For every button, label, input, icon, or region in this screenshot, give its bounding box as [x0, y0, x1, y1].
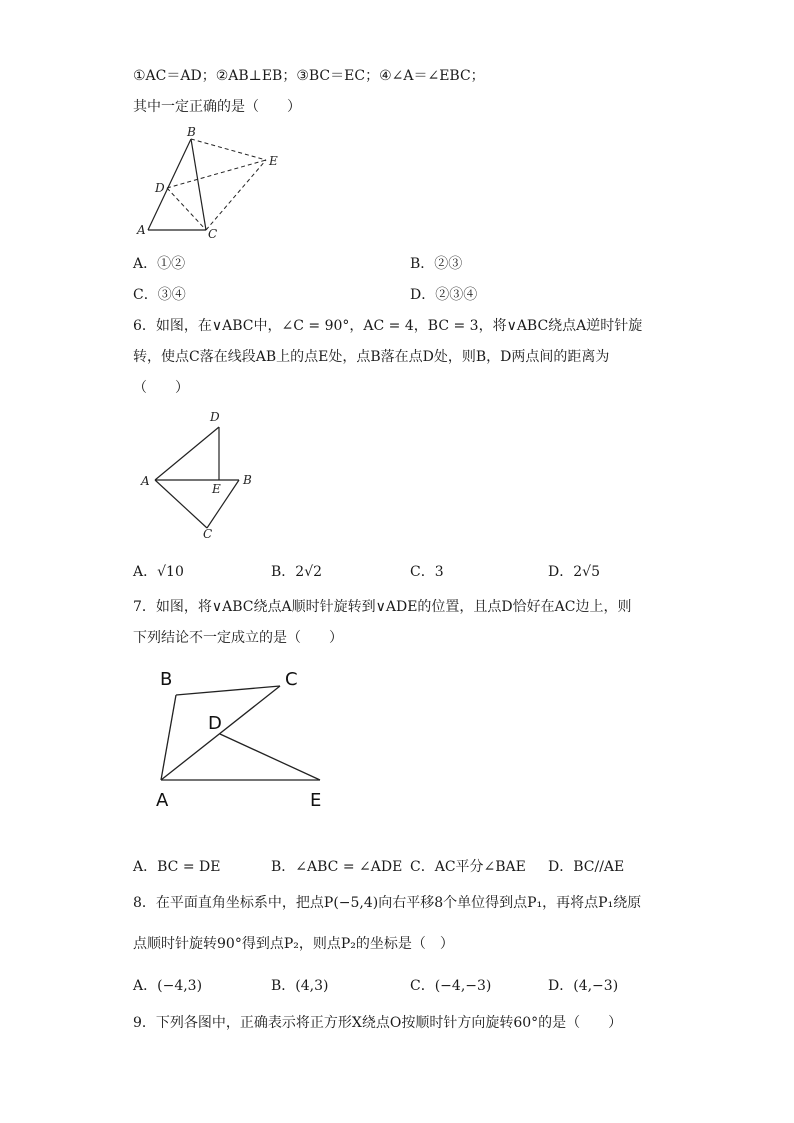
- q7-option-d[interactable]: D．BC//AE: [548, 859, 625, 875]
- q5-prompt: 其中一定正确的是（ ）: [133, 99, 301, 115]
- q8-option-d[interactable]: D．(4,−3): [548, 978, 619, 994]
- q7-label-B: B: [160, 669, 173, 690]
- q6-seg-AD: [155, 427, 219, 480]
- q6-stem-line1: 6．如图，在∨ABC中，∠C = 90°，AC = 4，BC = 3，将∨ABC绕点A逆时针旋: [133, 318, 643, 334]
- q6-option-d[interactable]: D．2√5: [548, 564, 600, 580]
- q5-seg-DE: [167, 160, 266, 188]
- q8-option-c[interactable]: C．(−4,−3): [410, 978, 492, 994]
- q5-option-b[interactable]: B．②③: [410, 256, 463, 272]
- q7-option-a[interactable]: A．BC = DE: [133, 859, 221, 875]
- q6-stem-line3: （ ）: [133, 380, 189, 396]
- q7-label-E: E: [310, 790, 322, 811]
- q7-figure: [150, 660, 340, 815]
- q8-option-a[interactable]: A．(−4,3): [133, 978, 203, 994]
- q5-figure: [130, 122, 300, 247]
- q9-stem-line1: 9．下列各图中，正确表示将正方形X绕点O按顺时针方向旋转60°的是（ ）: [133, 1015, 623, 1031]
- q6-stem-line2: 转，使点C落在线段AB上的点E处，点B落在点D处，则B，D两点间的距离为: [133, 349, 610, 365]
- q5-option-d[interactable]: D．②③④: [410, 287, 478, 303]
- q7-label-C: C: [285, 669, 298, 690]
- q7-option-b[interactable]: B．∠ABC = ∠ADE: [271, 859, 403, 875]
- q6-label-A: A: [141, 474, 150, 488]
- q5-label-D: D: [155, 181, 165, 195]
- q6-label-C: C: [203, 527, 213, 541]
- q5-option-a[interactable]: A．①②: [133, 256, 186, 272]
- q5-label-A: A: [137, 223, 146, 237]
- q7-stem-line1: 7．如图，将∨ABC绕点A顺时针旋转到∨ADE的位置，且点D恰好在AC边上，则: [133, 599, 632, 615]
- q5-seg-CE: [206, 160, 266, 230]
- q8-stem-line1: 8．在平面直角坐标系中，把点P(−5,4)向右平移8个单位得到点P₁，再将点P₁绕原: [133, 895, 642, 911]
- q6-option-b[interactable]: B．2√2: [271, 564, 323, 580]
- q6-option-a[interactable]: A．√10: [133, 564, 184, 580]
- q6-seg-AC: [155, 480, 207, 528]
- q5-seg-BE: [191, 139, 266, 160]
- q5-statements: ①AC＝AD；②AB⊥EB；③BC＝EC；④∠A＝∠EBC；: [133, 68, 485, 84]
- q5-label-C: C: [208, 227, 218, 241]
- q5-label-E: E: [269, 154, 278, 168]
- q6-figure: [130, 405, 270, 545]
- q7-stem-line2: 下列结论不一定成立的是（ ）: [133, 630, 343, 646]
- q7-label-A: A: [156, 790, 169, 811]
- q7-option-c[interactable]: C．AC平分∠BAE: [410, 859, 526, 875]
- q7-seg-AB: [161, 695, 176, 780]
- q6-label-E: E: [212, 482, 221, 496]
- q7-seg-DE: [220, 734, 320, 780]
- q7-seg-BC: [176, 686, 280, 695]
- q8-stem-line2: 点顺时针旋转90°得到点P₂，则点P₂的坐标是（ ）: [133, 936, 454, 952]
- q6-label-D: D: [210, 410, 220, 424]
- q6-label-B: B: [243, 473, 252, 487]
- q8-option-b[interactable]: B．(4,3): [271, 978, 329, 994]
- q5-option-c[interactable]: C．③④: [133, 287, 186, 303]
- q5-label-B: B: [187, 125, 196, 139]
- q7-label-D: D: [208, 713, 222, 734]
- q6-option-c[interactable]: C．3: [410, 564, 444, 580]
